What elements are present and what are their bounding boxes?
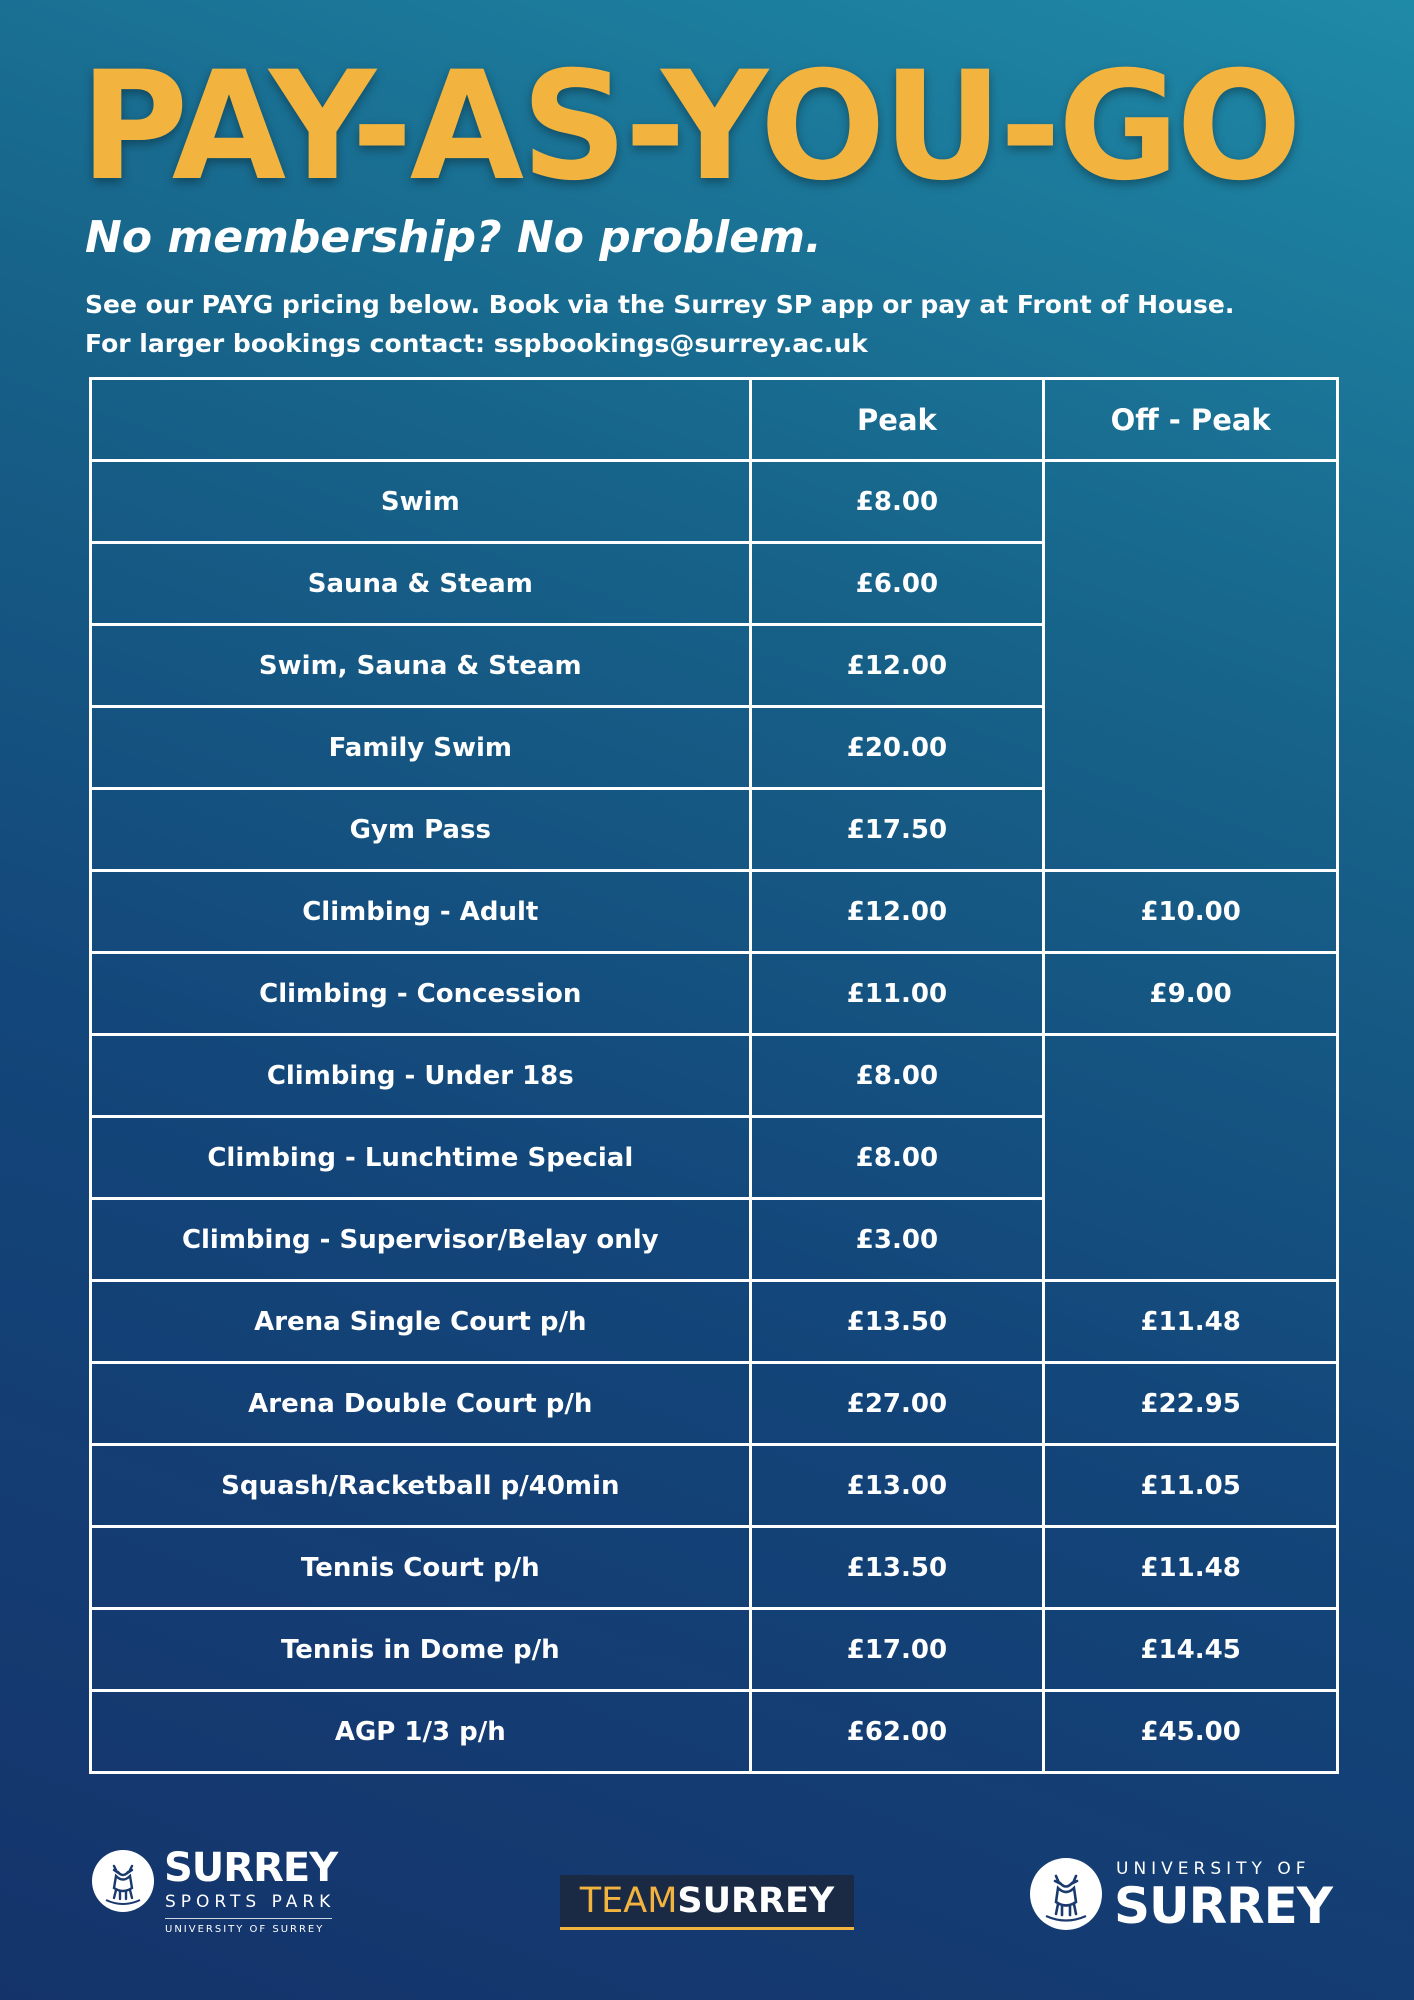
off-peak-price: £11.05 (1044, 1445, 1338, 1527)
stag-crest-icon (1030, 1858, 1102, 1930)
off-peak-price: £14.45 (1044, 1609, 1338, 1691)
peak-price: £13.50 (750, 1527, 1044, 1609)
table-row (91, 1035, 1338, 1117)
subtitle: No membership? No problem. (85, 212, 822, 263)
item-name: Swim, Sauna & Steam (91, 625, 751, 707)
peak-price: £13.50 (750, 1281, 1044, 1363)
page-title: PAY-AS-YOU-GO (80, 40, 1299, 214)
table-row (91, 871, 1338, 953)
uos-logo-top: UNIVERSITY OF (1116, 1859, 1311, 1879)
peak-price: £12.00 (750, 625, 1044, 707)
stag-crest-graphic (1030, 1858, 1102, 1930)
off-peak-price: £11.48 (1044, 1281, 1338, 1363)
item-name: Climbing - Under 18s (91, 1035, 751, 1117)
peak-price: £8.00 (750, 1117, 1044, 1199)
peak-price: £62.00 (750, 1691, 1044, 1773)
peak-price: £17.50 (750, 789, 1044, 871)
off-peak-price: £45.00 (1044, 1691, 1338, 1773)
peak-price: £13.00 (750, 1445, 1044, 1527)
uos-logo-name: SURREY (1114, 1877, 1332, 1935)
item-name: Arena Double Court p/h (91, 1363, 751, 1445)
peak-price: £12.00 (750, 871, 1044, 953)
team-surrey-logo (560, 1875, 854, 1930)
peak-price: £8.00 (750, 461, 1044, 543)
ssp-logo-divider (165, 1918, 332, 1919)
ssp-logo-sub: SPORTS PARK (165, 1892, 336, 1912)
header-item (91, 379, 751, 461)
peak-price: £8.00 (750, 1035, 1044, 1117)
off-peak-price: £22.95 (1044, 1363, 1338, 1445)
peak-price: £20.00 (750, 707, 1044, 789)
intro-line-contact: For larger bookings contact: sspbookings@surrey.ac.uk (85, 329, 868, 358)
ssp-logo-name: SURREY (164, 1845, 338, 1891)
off-peak-empty (1044, 1035, 1338, 1281)
stag-crest-icon (92, 1850, 154, 1912)
table-row (91, 953, 1338, 1035)
table-row (91, 1691, 1338, 1773)
table-header-row (91, 379, 1338, 461)
intro-text (85, 285, 1345, 363)
table-row (91, 1445, 1338, 1527)
intro-line-booking: See our PAYG pricing below. Book via the Surrey SP app or pay at Front of House. (85, 290, 1235, 319)
ssp-logo-uni: UNIVERSITY OF SURREY (165, 1924, 325, 1935)
peak-price: £17.00 (750, 1609, 1044, 1691)
item-name: AGP 1/3 p/h (91, 1691, 751, 1773)
header-off-peak: Off - Peak (1044, 379, 1338, 461)
item-name: Climbing - Lunchtime Special (91, 1117, 751, 1199)
item-name: Sauna & Steam (91, 543, 751, 625)
team-surrey-logo-surrey: SURREY (677, 1881, 835, 1921)
item-name: Tennis in Dome p/h (91, 1609, 751, 1691)
peak-price: £3.00 (750, 1199, 1044, 1281)
peak-price: £6.00 (750, 543, 1044, 625)
peak-price: £27.00 (750, 1363, 1044, 1445)
header-peak: Peak (750, 379, 1044, 461)
team-surrey-logo-team: TEAM (579, 1881, 678, 1921)
off-peak-price: £11.48 (1044, 1527, 1338, 1609)
surrey-sports-park-logo (92, 1845, 352, 1938)
item-name: Climbing - Concession (91, 953, 751, 1035)
table-row (91, 1609, 1338, 1691)
item-name: Swim (91, 461, 751, 543)
item-name: Tennis Court p/h (91, 1527, 751, 1609)
item-name: Squash/Racketball p/40min (91, 1445, 751, 1527)
table-row (91, 1527, 1338, 1609)
stag-crest-graphic (92, 1850, 154, 1912)
table-row (91, 461, 1338, 543)
off-peak-price: £10.00 (1044, 871, 1338, 953)
pricing-table (89, 377, 1339, 1774)
peak-price: £11.00 (750, 953, 1044, 1035)
university-of-surrey-logo (1030, 1858, 1340, 1938)
off-peak-price: £9.00 (1044, 953, 1338, 1035)
item-name: Family Swim (91, 707, 751, 789)
off-peak-empty (1044, 461, 1338, 871)
table-row (91, 1281, 1338, 1363)
item-name: Climbing - Adult (91, 871, 751, 953)
table-row (91, 1363, 1338, 1445)
item-name: Gym Pass (91, 789, 751, 871)
item-name: Climbing - Supervisor/Belay only (91, 1199, 751, 1281)
item-name: Arena Single Court p/h (91, 1281, 751, 1363)
